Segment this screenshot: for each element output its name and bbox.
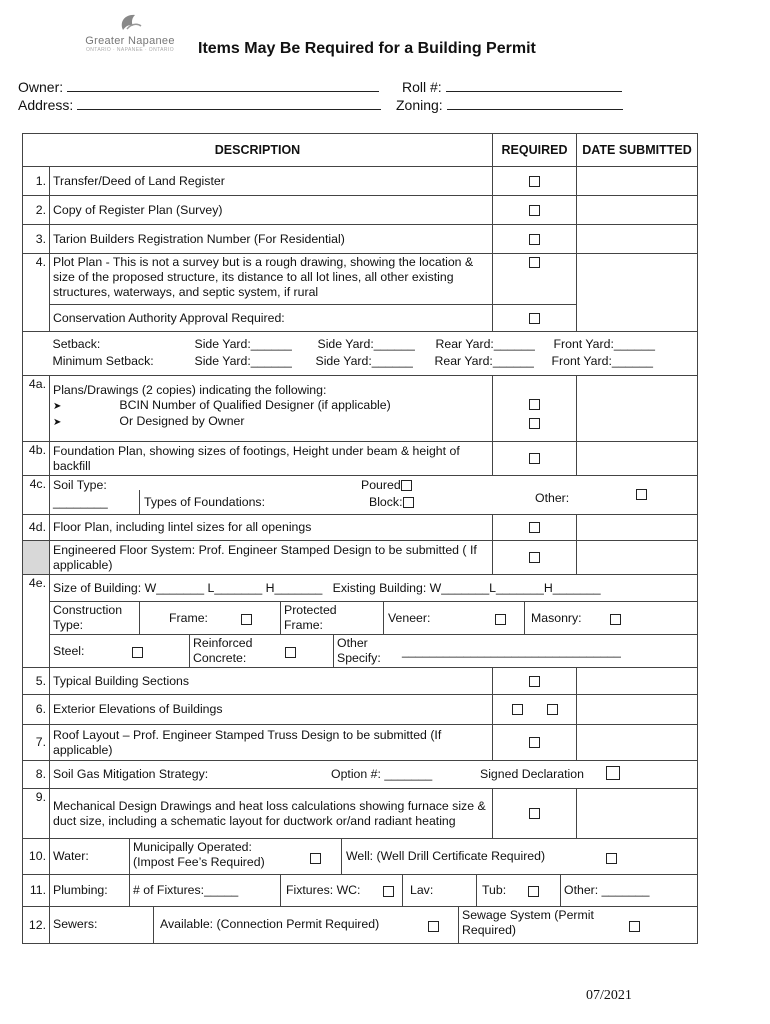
row-description: Mechanical Design Drawings and heat loss calculations showing furnace size & duct size, including a schematic layout for ductwork or/and radiant heating xyxy=(50,789,493,839)
row-number: 10. xyxy=(23,839,50,875)
other-fixtures[interactable]: Other: _______ xyxy=(564,883,650,897)
header-description: DESCRIPTION xyxy=(23,134,493,167)
logo-leaf-icon xyxy=(115,12,145,34)
checkbox[interactable] xyxy=(285,647,296,658)
setback-label: Setback: xyxy=(52,336,101,351)
owner-line[interactable] xyxy=(67,78,379,92)
side-yard-2[interactable]: Side Yard:______ xyxy=(317,336,415,351)
row-number: 5. xyxy=(23,668,50,695)
min-side-yard-2[interactable]: Side Yard:______ xyxy=(315,353,413,368)
date-cell[interactable] xyxy=(577,225,698,254)
required-cell xyxy=(493,668,577,695)
address-label: Address: xyxy=(18,97,74,113)
required-cell xyxy=(493,376,577,442)
table-row xyxy=(23,515,698,541)
checkbox[interactable] xyxy=(629,921,640,932)
sewers-cell xyxy=(50,907,698,944)
row-description: Floor Plan, including lintel sizes for all openings xyxy=(50,515,493,541)
table-row xyxy=(23,376,698,442)
checkbox[interactable] xyxy=(529,808,540,819)
option-number[interactable]: Option #: _______ xyxy=(331,767,433,781)
signed-declaration-label: Signed Declaration xyxy=(480,767,584,781)
municipal-water-label: Municipally Operated: (Impost Fee’s Required) xyxy=(133,840,265,869)
row-description: Foundation Plan, showing sizes of footings, Height under beam & height of backfill xyxy=(50,442,493,476)
well-label: Well: (Well Drill Certificate Required) xyxy=(346,849,546,863)
date-cell[interactable] xyxy=(577,196,698,225)
permit-items-table xyxy=(22,133,698,944)
zoning-line[interactable] xyxy=(447,96,623,110)
tub-label: Tub: xyxy=(482,883,507,897)
table-row xyxy=(23,476,698,515)
setback-cell xyxy=(50,332,698,376)
bcin-item: BCIN Number of Qualified Designer (if applicable) xyxy=(119,398,391,412)
logo-name: Greater Napanee xyxy=(85,35,175,47)
table-row xyxy=(23,225,698,254)
row-number: 8. xyxy=(23,761,50,789)
row-description: Transfer/Deed of Land Register xyxy=(50,167,493,196)
row-number: 4e. xyxy=(23,575,50,668)
lav-label: Lav: xyxy=(410,883,434,897)
checkbox[interactable] xyxy=(132,647,143,658)
construction-row xyxy=(23,635,698,668)
poured-label: Poured xyxy=(361,478,401,492)
date-cell[interactable] xyxy=(577,167,698,196)
table-row xyxy=(23,725,698,761)
date-cell[interactable] xyxy=(577,515,698,541)
table-row xyxy=(23,167,698,196)
table-row xyxy=(23,541,698,575)
row-number: 3. xyxy=(23,225,50,254)
soil-gas-label: Soil Gas Mitigation Strategy: xyxy=(53,767,209,781)
foundation-types-label: Types of Foundations: xyxy=(144,495,265,509)
construction-row xyxy=(23,602,698,635)
poured-option[interactable] xyxy=(361,478,412,493)
table-row xyxy=(23,839,698,875)
checkbox[interactable] xyxy=(529,176,540,187)
logo xyxy=(80,12,180,52)
row-number: 4. xyxy=(23,254,50,332)
plumbing-cell xyxy=(50,875,698,907)
setback-row xyxy=(23,332,698,376)
page-title: Items May Be Required for a Building Permit xyxy=(198,40,536,57)
table-row xyxy=(23,196,698,225)
date-cell[interactable] xyxy=(577,442,698,476)
checkbox[interactable] xyxy=(310,853,321,864)
checkbox[interactable] xyxy=(529,453,540,464)
checkbox[interactable] xyxy=(428,921,439,932)
date-cell[interactable] xyxy=(577,725,698,761)
front-yard[interactable]: Front Yard:______ xyxy=(553,336,655,351)
checkbox[interactable] xyxy=(529,676,540,687)
date-cell[interactable] xyxy=(577,668,698,695)
construction-type-label: Construction Type: xyxy=(53,603,123,632)
required-cell xyxy=(493,196,577,225)
checkbox[interactable] xyxy=(606,853,617,864)
checkbox[interactable] xyxy=(512,704,523,715)
reinforced-concrete-label: Reinforced Concrete: xyxy=(193,636,253,665)
wc-label: Fixtures: WC: xyxy=(286,883,361,897)
row-number: 2. xyxy=(23,196,50,225)
row-number: 4d. xyxy=(23,515,50,541)
sewers-label: Sewers: xyxy=(53,917,98,931)
table-row xyxy=(23,761,698,789)
checkbox[interactable] xyxy=(383,886,394,897)
conservation-label: Conservation Authority Approval Required: xyxy=(50,305,493,332)
date-cell[interactable] xyxy=(577,695,698,725)
min-front-yard[interactable]: Front Yard:______ xyxy=(551,353,653,368)
address-field[interactable] xyxy=(18,96,381,113)
table-row xyxy=(23,907,698,944)
row-number: 4b. xyxy=(23,442,50,476)
table-row xyxy=(23,789,698,839)
min-side-yard-1[interactable]: Side Yard:______ xyxy=(194,353,292,368)
address-line[interactable] xyxy=(77,96,381,110)
row-number: 9. xyxy=(23,789,50,839)
construction-cell xyxy=(50,602,698,635)
header-date-submitted: DATE SUBMITTED xyxy=(577,134,698,167)
checkbox[interactable] xyxy=(529,313,540,324)
checkbox[interactable] xyxy=(529,399,540,410)
roll-line[interactable] xyxy=(446,78,622,92)
required-cell xyxy=(493,541,577,575)
veneer-label: Veneer: xyxy=(388,611,431,625)
checkbox[interactable] xyxy=(529,234,540,245)
foundation-cell xyxy=(50,476,698,515)
fixtures-count[interactable]: # of Fixtures:_____ xyxy=(133,883,239,897)
row-number: 7. xyxy=(23,725,50,761)
checkbox[interactable] xyxy=(529,552,540,563)
required-cell xyxy=(493,254,577,305)
zoning-field[interactable] xyxy=(396,96,623,113)
row-description: Plans/Drawings (2 copies) indicating the following: ➤ BCIN Number of Qualified Designer (if applicable) ➤ Or Designed by Owner xyxy=(50,376,493,442)
checkbox[interactable] xyxy=(529,737,540,748)
roll-field[interactable] xyxy=(402,78,622,95)
other-specify-line[interactable]: ________________________________ xyxy=(402,644,621,658)
plumbing-label: Plumbing: xyxy=(53,883,108,897)
checkbox[interactable] xyxy=(529,257,540,268)
checkbox[interactable] xyxy=(403,497,414,508)
checkbox[interactable] xyxy=(636,489,647,500)
required-cell xyxy=(493,167,577,196)
checkbox[interactable] xyxy=(547,704,558,715)
table-header-row xyxy=(23,134,698,167)
sewer-available-label: Available: (Connection Permit Required) xyxy=(160,917,380,931)
checkbox[interactable] xyxy=(528,886,539,897)
date-cell[interactable] xyxy=(577,541,698,575)
septic-label: Sewage System (Permit Required) xyxy=(462,908,594,937)
required-cell xyxy=(493,442,577,476)
required-cell xyxy=(493,225,577,254)
row-description: Exterior Elevations of Buildings xyxy=(50,695,493,725)
logo-tagline: ONTARIO · NAPANEE · ONTARIO xyxy=(85,47,175,53)
date-cell[interactable] xyxy=(577,376,698,442)
building-size[interactable]: Size of Building: W_______ L_______ H_______ Existing Building: W_______L_______H_______ xyxy=(50,575,698,602)
checkbox[interactable] xyxy=(529,205,540,216)
table-row xyxy=(23,695,698,725)
row-number: 4a. xyxy=(23,376,50,442)
row-number: 4c. xyxy=(23,476,50,515)
soil-type-blank[interactable]: ________ xyxy=(53,495,108,509)
table-row xyxy=(23,575,698,602)
row-number: 1. xyxy=(23,167,50,196)
row-description: Roof Layout – Prof. Engineer Stamped Truss Design to be submitted (If applicable) xyxy=(50,725,493,761)
checkbox[interactable] xyxy=(610,614,621,625)
rear-yard[interactable]: Rear Yard:______ xyxy=(435,336,535,351)
other-foundation-label: Other: xyxy=(535,491,570,505)
soil-gas-cell xyxy=(50,761,698,789)
checkbox[interactable] xyxy=(241,614,252,625)
roll-label: Roll #: xyxy=(402,79,442,95)
plans-text: Plans/Drawings (2 copies) indicating the following: xyxy=(53,383,327,397)
row-description: Plot Plan - This is not a survey but is a rough drawing, showing the location & size of the proposed structure, its distance to all lot lines, all other existing structures, waterways, and septic system, if rural xyxy=(50,254,493,305)
required-cell xyxy=(493,725,577,761)
masonry-label: Masonry: xyxy=(531,611,582,625)
block-label: Block: xyxy=(369,495,403,509)
row-description: Typical Building Sections xyxy=(50,668,493,695)
water-cell xyxy=(50,839,698,875)
date-cell[interactable] xyxy=(577,254,698,332)
checkbox[interactable] xyxy=(495,614,506,625)
soil-type-label: Soil Type: xyxy=(53,478,107,492)
block-option[interactable] xyxy=(369,495,414,510)
steel-label: Steel: xyxy=(53,644,85,658)
min-rear-yard[interactable]: Rear Yard:______ xyxy=(434,353,534,368)
table-row xyxy=(23,875,698,907)
min-setback-label: Minimum Setback: xyxy=(52,353,154,368)
row-number: 6. xyxy=(23,695,50,725)
row-number: 11. xyxy=(23,875,50,907)
checkbox[interactable] xyxy=(529,418,540,429)
row-description: Engineered Floor System: Prof. Engineer Stamped Design to be submitted ( If applicable) xyxy=(50,541,493,575)
required-cell xyxy=(493,305,577,332)
checkbox[interactable] xyxy=(401,480,412,491)
required-cell xyxy=(493,695,577,725)
protected-frame-label: Protected Frame: xyxy=(284,603,337,632)
header-required: REQUIRED xyxy=(493,134,577,167)
revision-date: 07/2021 xyxy=(586,988,632,1003)
designed-by-owner-item: Or Designed by Owner xyxy=(119,414,245,428)
owner-label: Owner: xyxy=(18,79,64,95)
row-description: Tarion Builders Registration Number (For Residential) xyxy=(50,225,493,254)
owner-field[interactable] xyxy=(18,78,379,95)
checkbox[interactable] xyxy=(529,522,540,533)
construction-cell-2 xyxy=(50,635,698,668)
side-yard-1[interactable]: Side Yard:______ xyxy=(194,336,292,351)
zoning-label: Zoning: xyxy=(396,97,443,113)
frame-label: Frame: xyxy=(169,611,208,625)
required-cell xyxy=(493,789,577,839)
table-row xyxy=(23,668,698,695)
table-row xyxy=(23,442,698,476)
row-number: 12. xyxy=(23,907,50,944)
table-row xyxy=(23,254,698,305)
checkbox[interactable] xyxy=(606,766,620,780)
other-specify-label: Other Specify: xyxy=(337,636,381,665)
date-cell[interactable] xyxy=(577,789,698,839)
water-label: Water: xyxy=(53,849,89,863)
row-description: Copy of Register Plan (Survey) xyxy=(50,196,493,225)
required-cell xyxy=(493,515,577,541)
